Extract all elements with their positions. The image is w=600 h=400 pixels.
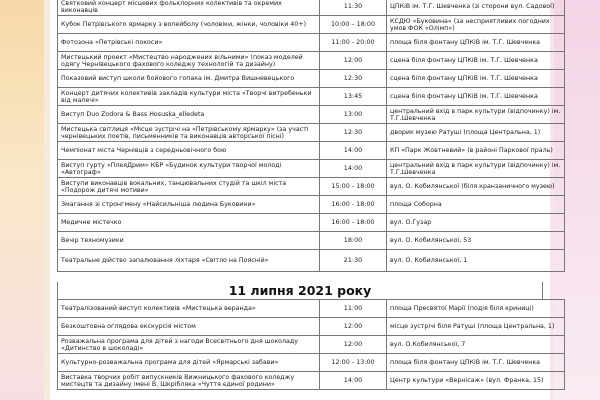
place-cell: КСДЮ «Буковина» (за несприятливих погодних умов ФОК «Олімп») [387,16,565,34]
time-cell: 18:00 [320,232,387,250]
time-cell: 12:00 [320,52,387,70]
table-row [58,16,565,34]
place-cell: КП «Парк Жовтневий» (в районі Паркової праль) [387,142,565,160]
place-cell: сцена біля фонтану ЦПКіВ ім. Т.Г. Шевченка [387,88,565,106]
place-cell: вул. О.Кобилянської, 7 [387,336,565,354]
place-cell: вул. О.Гузар [387,214,565,232]
event-cell: Культурно-розважальна програма для дітей «Ярмарські забави» [58,354,320,372]
place-cell: місце зустрічі біля Ратуші (площа Центральна, 1) [387,318,565,336]
place-cell: вул. О. Кобилянської (біля кранзаничного музею) [387,178,565,196]
place-cell: вул. О. Кобилянської, 1 [387,250,565,272]
time-cell: 16:00 - 18:00 [320,214,387,232]
table-row [58,88,565,106]
time-cell: 14:00 [320,142,387,160]
event-cell: Виступи виконавців вокальних, танцювальних студій та шкіл міста «Подорож дитячі мотиви» [58,178,320,196]
table-row [58,372,565,390]
table-row [58,354,565,372]
place-cell: ЦПКіВ ім. Т.Г. Шевченка (зі сторони вул. Садової) [387,0,565,16]
place-cell: вул. О. Кобилянської, 53 [387,232,565,250]
date-heading: 11 липня 2021 року [57,282,543,299]
event-cell: Виступ Duo Zodora & Bass Hosuska_elledeta [58,106,320,124]
table-row [58,250,565,272]
time-cell: 21:30 [320,250,387,272]
table-row [58,196,565,214]
table-row [58,178,565,196]
time-cell: 13:45 [320,88,387,106]
time-cell: 14:00 [320,160,387,178]
event-cell: Вечір техномузики [58,232,320,250]
table-row [58,318,565,336]
event-cell: Медичне містечко [58,214,320,232]
time-cell: 15:00 - 18:00 [320,178,387,196]
time-cell: 12:30 [320,70,387,88]
event-cell: Святковий концерт місцевих фольклорних колективів та окремих виконавців [58,0,320,16]
table-row [58,34,565,52]
place-cell: площа біля фонтану ЦПКіВ ім. Т.Г. Шевченка [387,354,565,372]
time-cell: 10:00 – 18:00 [320,16,387,34]
time-cell: 12:00 [320,336,387,354]
event-cell: Театралізований виступ колективів «Мистецька веранда» [58,300,320,318]
time-cell: 12:30 [320,124,387,142]
table-row [58,336,565,354]
event-cell: Безкоштовна оглядова екскурсія містом [58,318,320,336]
time-cell: 12:00 - 13:00 [320,354,387,372]
time-cell: 12:00 [320,318,387,336]
time-cell: 16:00 - 18:00 [320,196,387,214]
table-row [58,52,565,70]
schedule-table-day2 [57,299,565,390]
table-row [58,160,565,178]
event-cell: Мистецька світлиця «Місце зустрічі на «Петрівському ярмарку» (за участі чернівецьких поетів, письменників та виконавців авторської пісні) [58,124,320,142]
event-cell: Фотозона «Петрівські покоси» [58,34,320,52]
table-row [58,106,565,124]
place-cell: сцена біля фонтану ЦПКіВ ім. Т.Г. Шевченка [387,52,565,70]
time-cell: 11:00 [320,300,387,318]
time-cell: 11:30 [320,0,387,16]
event-cell: Розважальна програма для дітей з нагоди Всесвітнього дня шоколаду «Дитинство в шоколаді» [58,336,320,354]
event-cell: Виступ гурту «ПлеяДрим» КБР «Будинок культури творчої молоді «Автограф» [58,160,320,178]
schedule-table-day1 [57,0,565,272]
place-cell: площа Соборна [387,196,565,214]
table-row [58,142,565,160]
place-cell: центральний вхід в парк культури (відпочинку) ім. Т.Г.Шевченка [387,160,565,178]
time-cell: 13:00 [320,106,387,124]
table-row [58,124,565,142]
table-row [58,232,565,250]
event-cell: Концерт дитячих колективів закладів культури міста «Творчі витребеньки від малечі» [58,88,320,106]
place-cell: Центр культури «Вернісаж» (вул. Франка, 15) [387,372,565,390]
table-row [58,0,565,16]
time-cell: 11:00 - 20:00 [320,34,387,52]
event-cell: Показовий виступ школи бойового гопака ім. Дмитра Вишневецького [58,70,320,88]
event-cell: Виставка творчих робіт випускників Вижницького фахового коледжу мистецтв та дизайну імені В. Шкрібляка «Чуття єдиної родини» [58,372,320,390]
event-cell: Змагання зі стронгмену «Найсильніша людина Буковини» [58,196,320,214]
decorative-side-left [0,0,44,400]
place-cell: дворик музею Ратуші (площа Центральна, 1) [387,124,565,142]
place-cell: площа Пресвятої Марії (подія біля криниці) [387,300,565,318]
table-row [58,70,565,88]
place-cell: центральний вхід в парк культури (відпочинку) ім. Т.Г.Шевченка [387,106,565,124]
place-cell: площа біля фонтану ЦПКіВ ім. Т.Г. Шевченка [387,34,565,52]
table-row [58,214,565,232]
event-cell: Театральне дійство запалювання ліхтаря «Світло на Поясній» [58,250,320,272]
table-row [58,300,565,318]
time-cell: 14:00 [320,372,387,390]
event-cell: Мистецький проект «Мистецтво народжених вільними» (показ моделей одягу Чернівецького фахового коледжу технологій та дизайну) [58,52,320,70]
place-cell: сцена біля фонтану ЦПКіВ ім. Т.Г. Шевченка [387,70,565,88]
event-cell: Кубок Петрівського ярмарку з волейболу (чоловіки, жінки, чоловіки 40+) [58,16,320,34]
event-cell: Чемпіонат міста Чернівців з середньовічного бою [58,142,320,160]
